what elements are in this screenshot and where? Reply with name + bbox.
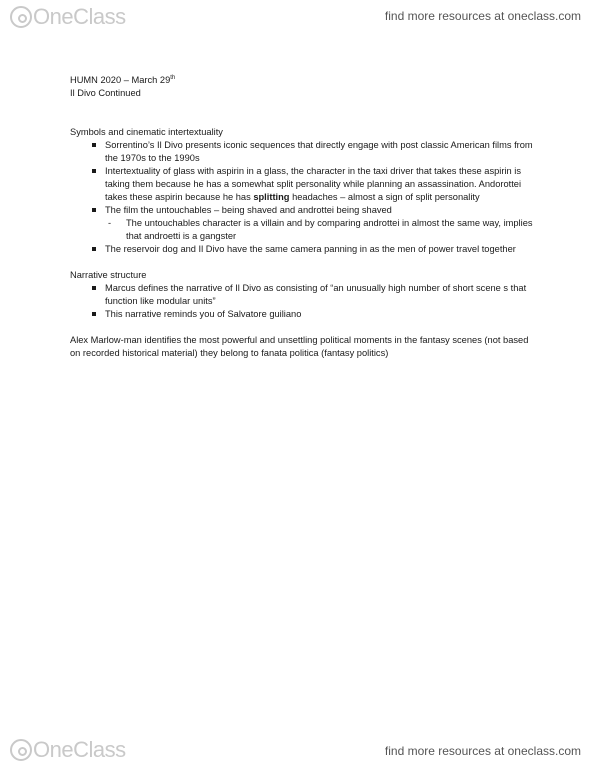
date-superscript: th	[170, 75, 176, 81]
list-item: Intertextuality of glass with aspirin in a glass, the character in the taxi driver that takes these aspirin is taking them because he has a somewhat split personality while planning an assassination. Andorottei takes these aspirin because he has splitting headaches – almost a sign of split personality	[70, 165, 540, 204]
oneclass-logo[interactable]	[10, 4, 126, 30]
find-resources-link-footer[interactable]: find more resources at oneclass.com	[384, 744, 581, 758]
lecture-subtitle: Il Divo Continued	[70, 88, 141, 98]
list-item: The reservoir dog and Il Divo have the same camera panning in as the men of power travel together	[70, 243, 540, 256]
sub-list-item: - The untouchables character is a villain and by comparing androttei in almost the same way, implies that androetti is a gangster	[105, 217, 540, 243]
list-item: Sorrentino’s Il Divo presents iconic sequences that directly engage with post classic American films from the 1970s to the 1990s	[70, 139, 540, 165]
bold-term: splitting	[253, 192, 290, 202]
course-title: HUMN 2020 – March 29	[70, 75, 171, 85]
oneclass-o-icon	[10, 6, 32, 28]
spacer	[70, 256, 540, 269]
narrative-list	[70, 282, 540, 321]
oneclass-logo-footer[interactable]	[10, 737, 126, 763]
sub-list	[105, 217, 540, 243]
list-item: Marcus defines the narrative of Il Divo as consisting of “an unusually high number of short scene s that function like modular units”	[70, 282, 540, 308]
list-item: This narrative reminds you of Salvatore guiliano	[70, 308, 540, 321]
document-body	[70, 72, 540, 360]
section-heading-narrative: Narrative structure	[70, 270, 147, 280]
oneclass-o-icon	[10, 739, 32, 761]
find-resources-link[interactable]: find more resources at oneclass.com	[384, 9, 581, 23]
closing-paragraph: Alex Marlow-man identifies the most powerful and unsettling political moments in the fantasy scenes (not based on recorded historical material) they belong to fanata politica (fantasy politics)	[70, 335, 529, 358]
spacer	[70, 321, 540, 334]
spacer	[70, 100, 540, 113]
logo-text: OneClass	[33, 737, 126, 762]
logo-text: OneClass	[33, 4, 126, 29]
section-heading-symbols: Symbols and cinematic intertextuality	[70, 127, 223, 137]
spacer	[70, 113, 540, 126]
course-line	[70, 72, 540, 87]
symbols-list	[70, 139, 540, 256]
list-item: The film the untouchables – being shaved and androttei being shaved - The untouchables character is a villain and by comparing androttei in almost the same way, implies that androetti is a gangster	[70, 204, 540, 243]
